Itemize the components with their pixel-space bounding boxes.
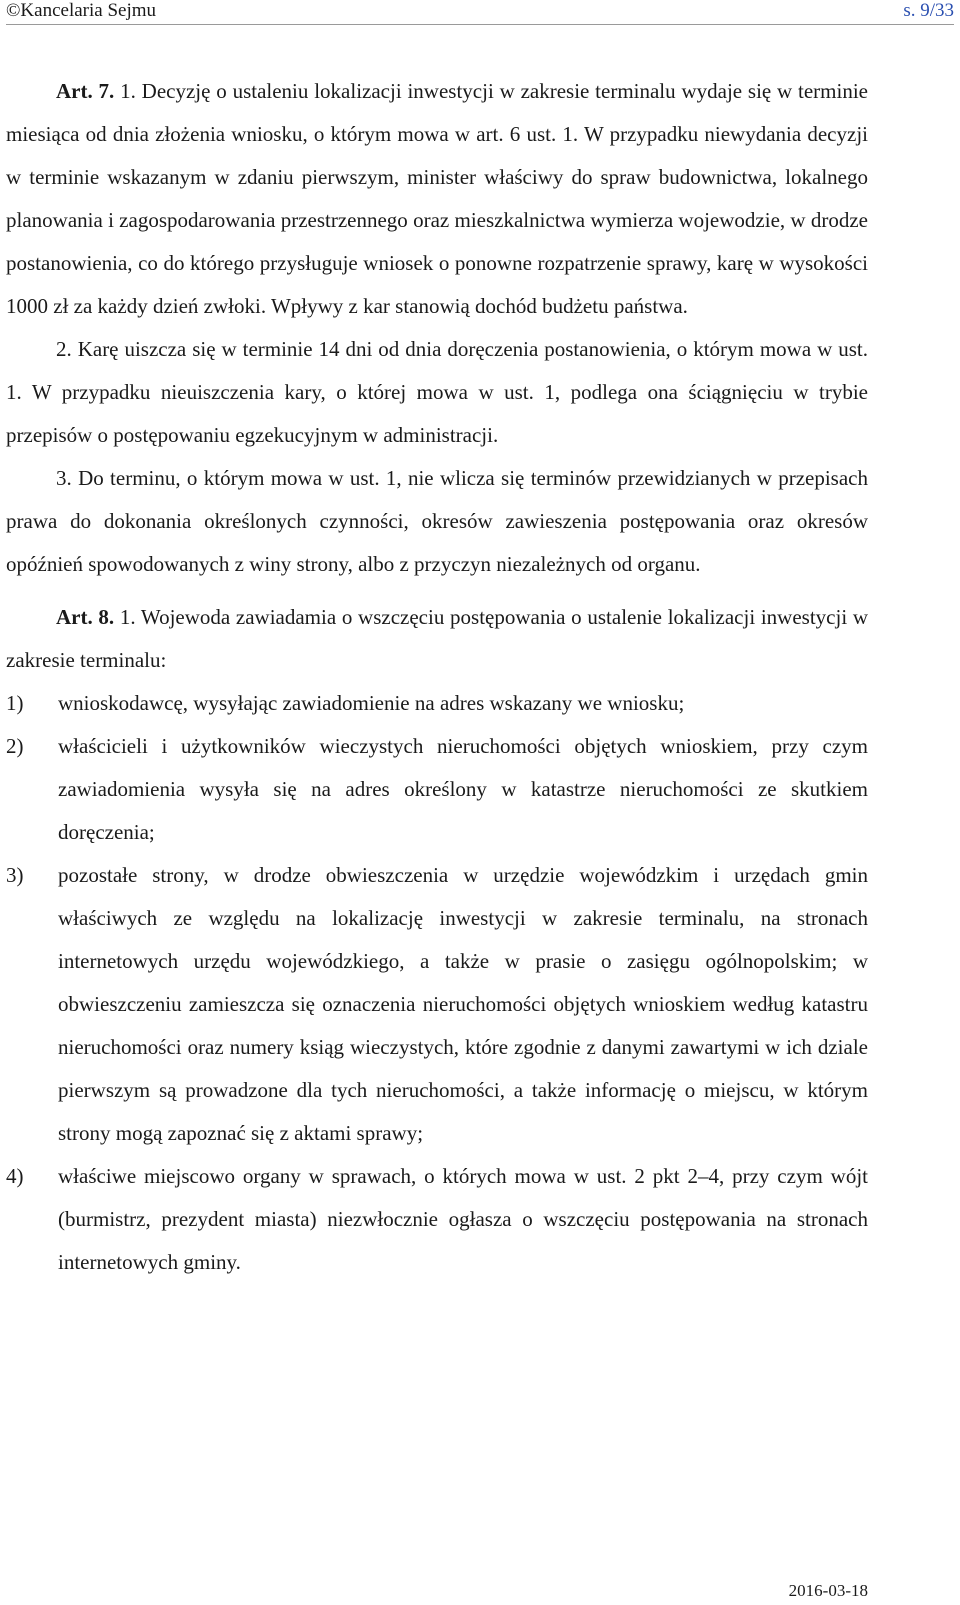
list-item-4 xyxy=(6,1155,868,1284)
art7-paragraph-1 xyxy=(6,70,868,328)
list-text: właściwe miejscowo organy w sprawach, o których mowa w ust. 2 pkt 2–4, przy czym wójt (burmistrz, prezydent miasta) niezwłocznie ogłasza o wszczęciu postępowania na stronach internetowych gminy. xyxy=(58,1164,868,1274)
document-body xyxy=(6,70,868,1284)
list-text: pozostałe strony, w drodze obwieszczenia w urzędzie wojewódzkim i urzędach gmin właściwych ze względu na lokalizację inwestycji w zakresie terminalu, na stronach internetowych urzędu wojewódzkiego, a także w prasie o zasięgu ogólnopolskim; w obwieszczeniu zamieszcza się oznaczenia nieruchomości objętych wnioskiem według katastru nieruchomości oraz numery ksiąg wieczystych, które zgodnie z danymi zawartymi w ich dziale pierwszym są prowadzone dla tych nieruchomości, a także informację o miejscu, w którym strony mogą zapoznać się z aktami sprawy; xyxy=(58,863,868,1145)
art7-paragraph-2: 2. Karę uiszcza się w terminie 14 dni od dnia doręczenia postanowienia, o którym mowa w ust. 1. W przypadku nieuiszczenia kary, o której mowa w ust. 1, podlega ona ściągnięciu w trybie przepisów o postępowaniu egzekucyjnym w administracji. xyxy=(6,337,868,447)
art8-p1-text: 1. Wojewoda zawiadamia o wszczęciu postępowania o ustalenie lokalizacji inwestycji w zakresie terminalu: xyxy=(6,605,869,672)
page-prefix: s. xyxy=(903,0,921,21)
page-header xyxy=(6,0,954,25)
art7-p1-text: 1. Decyzję o ustaleniu lokalizacji inwestycji w zakresie terminalu wydaje się w terminie miesiąca od dnia złożenia wniosku, o którym mowa w art. 6 ust. 1. W przypadku niewydania decyzji w terminie wskazanym w zdaniu pierwszym, minister właściwy do spraw budownictwa, lokalnego planowania i zagospodarowania przestrzennego oraz mieszkalnictwa wymierza wojewodzie, w drodze postanowienia, co do którego przysługuje wniosek o ponowne rozpatrzenie sprawy, karę w wysokości 1000 zł za każdy dzień zwłoki. Wpływy z kar stanowią dochód budżetu państwa. xyxy=(6,79,868,318)
publisher-label: ©Kancelaria Sejmu xyxy=(6,0,157,21)
list-item-2 xyxy=(6,725,868,854)
page-num-value: 9/33 xyxy=(920,0,954,21)
list-text: wnioskodawcę, wysyłając zawiadomienie na adres wskazany we wniosku; xyxy=(58,691,685,715)
list-number: 3) xyxy=(6,863,24,887)
art7-label: Art. 7. xyxy=(56,79,115,103)
page-number xyxy=(903,0,954,22)
list-item-3 xyxy=(6,854,868,1155)
list-number: 1) xyxy=(6,691,24,715)
list-number: 2) xyxy=(6,734,24,758)
footer-date: 2016-03-18 xyxy=(788,1581,868,1600)
art8-label: Art. 8. xyxy=(56,605,115,629)
list-item-1 xyxy=(6,682,868,725)
art7-paragraph-3: 3. Do terminu, o którym mowa w ust. 1, nie wlicza się terminów przewidzianych w przepisach prawa do dokonania określonych czynności, okresów zawieszenia postępowania oraz okresów opóźnień spowodowanych z winy strony, albo z przyczyn niezależnych od organu. xyxy=(6,466,868,576)
list-number: 4) xyxy=(6,1164,24,1188)
art8-paragraph-1 xyxy=(6,596,868,682)
list-text: właścicieli i użytkowników wieczystych nieruchomości objętych wnioskiem, przy czym zawiadomienia wysyła się na adres określony w katastrze nieruchomości ze skutkiem doręczenia; xyxy=(58,734,868,844)
